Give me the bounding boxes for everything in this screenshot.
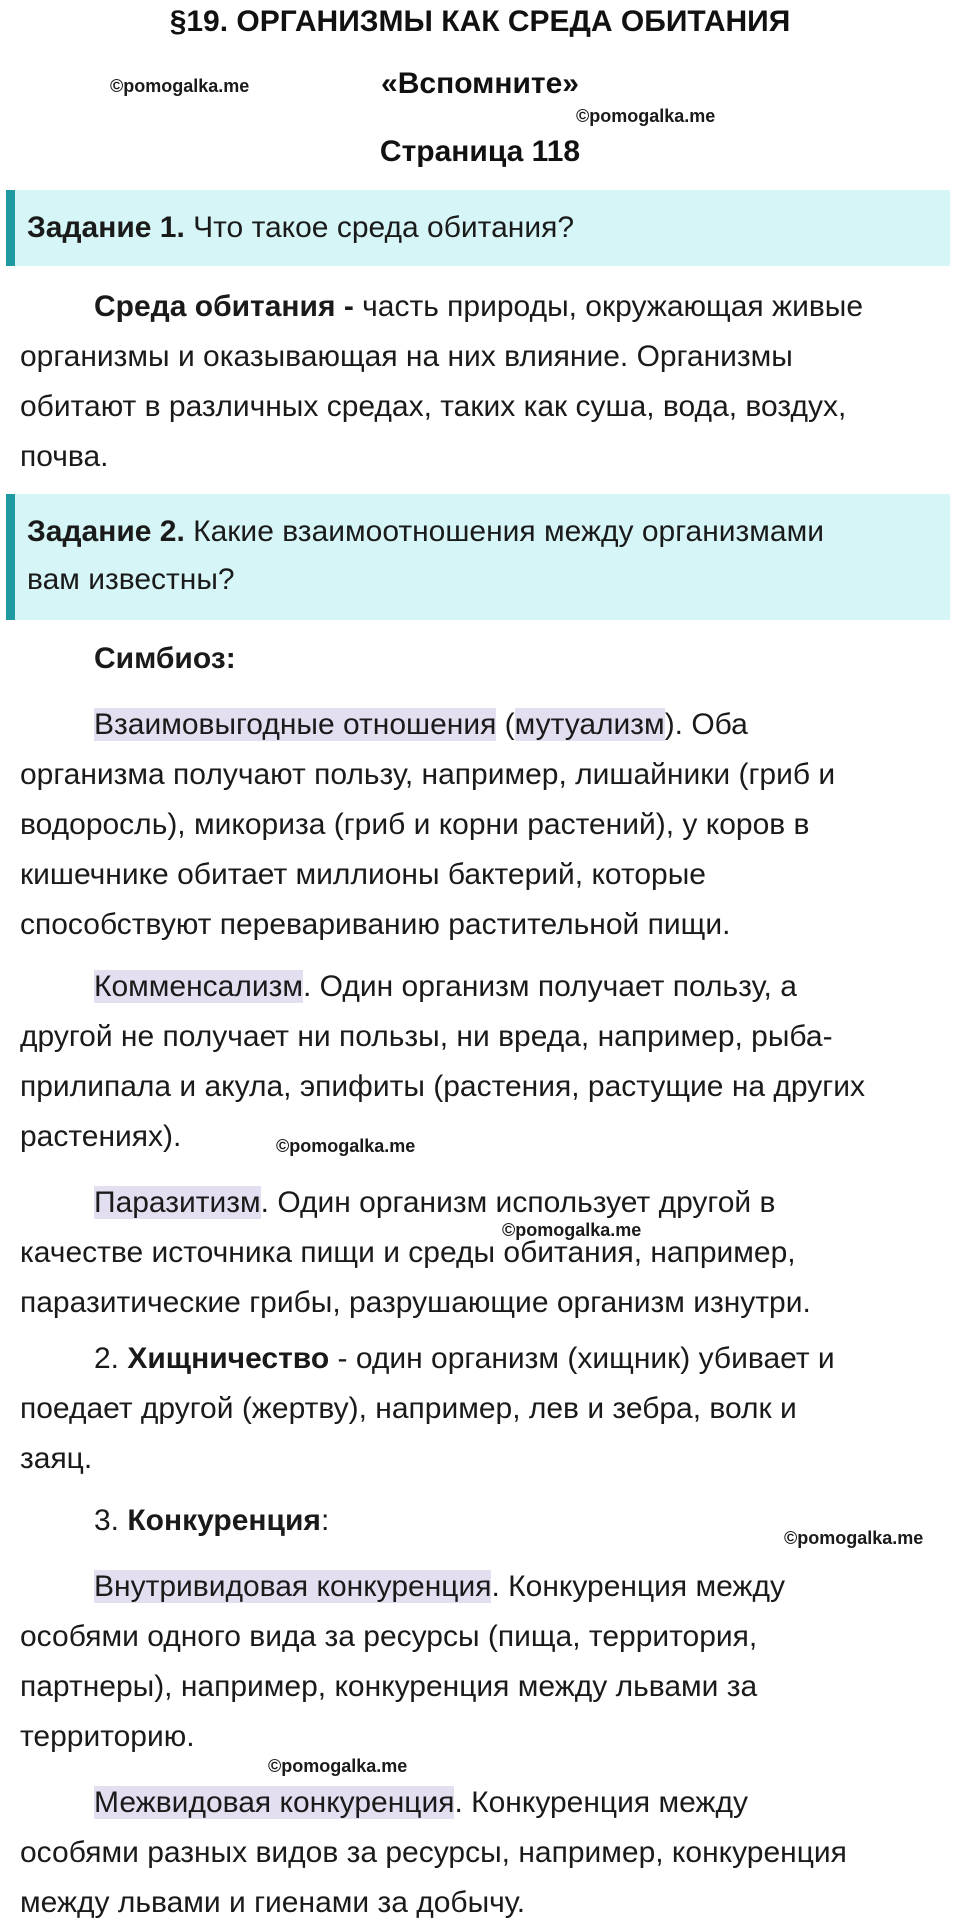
term-parasitism: Паразитизм <box>94 1186 261 1219</box>
symbiosis-heading-text: Симбиоз: <box>94 642 236 675</box>
answer-1-line: организмы и оказывающая на них влияние. Организмы <box>20 340 793 373</box>
paragraph-line: другой не получает ни пользы, ни вреда, например, рыба- <box>20 1020 833 1053</box>
mutualism-paragraph <box>20 700 950 950</box>
task-1-box <box>6 190 950 266</box>
term-habitat: Среда обитания - <box>94 290 354 323</box>
answer-1-line: почва. <box>20 440 109 473</box>
task-1-label: Задание 1. <box>27 211 185 244</box>
answer-1-line: часть природы, окружающая живые <box>353 290 864 323</box>
paragraph-line: способствуют перевариванию растительной пищи. <box>20 908 731 941</box>
intraspecific-paragraph <box>20 1562 950 1762</box>
answer-1 <box>20 282 950 482</box>
term-commensalism: Комменсализм <box>94 970 303 1003</box>
paragraph-line: особями одного вида за ресурсы (пища, территория, <box>20 1620 758 1653</box>
parasitism-paragraph <box>20 1178 950 1328</box>
paragraph-line: прилипала и акула, эпифиты (растения, растущие на других <box>20 1070 865 1103</box>
page-title: §19. ОРГАНИЗМЫ КАК СРЕДА ОБИТАНИЯ <box>169 5 791 38</box>
term-competition: Конкуренция <box>127 1504 321 1537</box>
paragraph-line: качестве источника пищи и среды обитания, например, <box>20 1236 796 1269</box>
item-number: 2. <box>94 1342 128 1375</box>
paragraph-line: партнеры), например, конкуренция между львами за <box>20 1670 758 1703</box>
text-fragment: . Один организм получает пользу, а <box>303 970 797 1003</box>
term-predation: Хищничество <box>127 1342 330 1375</box>
commensalism-paragraph <box>20 962 950 1162</box>
item-number: 3. <box>94 1504 128 1537</box>
task-2-label: Задание 2. <box>27 515 185 548</box>
watermark: ©pomogalka.me <box>268 1756 408 1776</box>
watermark: ©pomogalka.me <box>110 76 250 96</box>
text-fragment: ( <box>496 708 515 741</box>
paragraph-line: водоросль), микориза (гриб и корни растений), у коров в <box>20 808 810 841</box>
text-fragment: . Один организм использует другой в <box>260 1186 776 1219</box>
task-1-question: Что такое среда обитания? <box>184 211 575 244</box>
paragraph-line: растениях). <box>20 1120 182 1153</box>
watermark: ©pomogalka.me <box>276 1136 416 1156</box>
watermark: ©pomogalka.me <box>502 1220 642 1240</box>
paragraph-line: особями разных видов за ресурсы, например, конкуренция <box>20 1836 847 1869</box>
task-2-box <box>6 494 950 620</box>
paragraph-line: поедает другой (жертву), например, лев и зебра, волк и <box>20 1392 797 1425</box>
paragraph-line: паразитические грибы, разрушающие организм изнутри. <box>20 1286 811 1319</box>
task-2-question: Какие взаимоотношения между организмами <box>184 515 824 548</box>
section-subtitle: «Вспомните» <box>381 67 579 100</box>
text-fragment: . Конкуренция между <box>491 1570 786 1603</box>
symbiosis-heading <box>20 634 960 684</box>
answer-1-line: обитают в различных средах, таких как суша, вода, воздух, <box>20 390 847 423</box>
paragraph-line: заяц. <box>20 1442 93 1475</box>
text-fragment: . Конкуренция между <box>454 1786 748 1819</box>
page-number: Страница 118 <box>379 135 581 168</box>
paragraph-line: кишечнике обитает миллионы бактерий, которые <box>20 858 706 891</box>
term-interspecific: Межвидовая конкуренция <box>94 1786 455 1819</box>
term-mutualism-alt: мутуализм <box>514 708 665 741</box>
term-mutualism: Взаимовыгодные отношения <box>94 708 497 741</box>
text-fragment: ). Оба <box>664 708 748 741</box>
interspecific-paragraph <box>20 1778 950 1928</box>
predation-paragraph <box>20 1334 950 1484</box>
text-fragment: - один организм (хищник) убивает и <box>329 1342 835 1375</box>
paragraph-line: территорию. <box>20 1720 195 1753</box>
term-intraspecific: Внутривидовая конкуренция <box>94 1570 492 1603</box>
task-2-question-cont: вам известны? <box>27 563 235 596</box>
text-fragment: : <box>320 1504 330 1537</box>
paragraph-line: между львами и гиенами за добычу. <box>20 1886 526 1919</box>
paragraph-line: организма получают пользу, например, лишайники (гриб и <box>20 758 836 791</box>
watermark: ©pomogalka.me <box>576 106 716 126</box>
watermark: ©pomogalka.me <box>784 1528 924 1548</box>
